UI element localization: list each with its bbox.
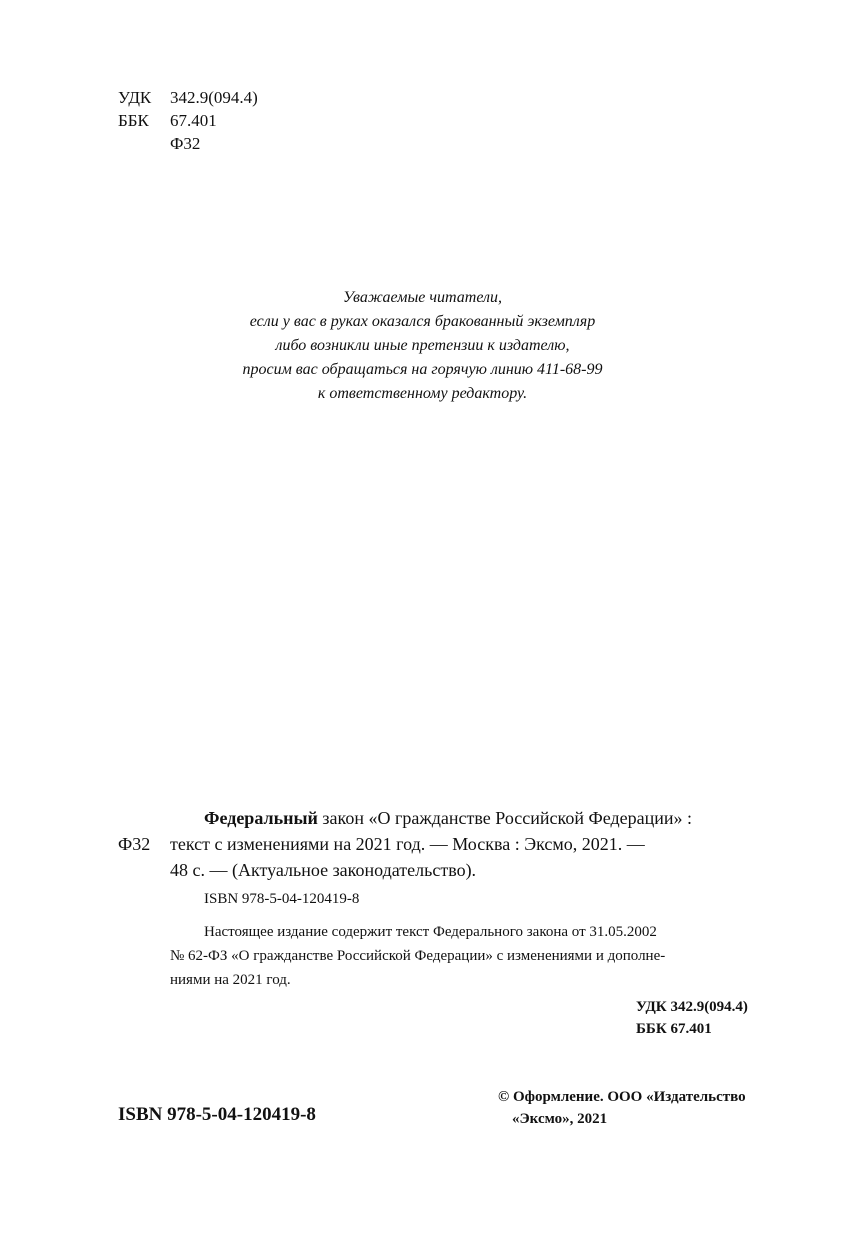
bbk-code-right: ББК 67.401: [636, 1021, 712, 1037]
bbk-row: [118, 109, 258, 132]
biblio-title-bold: Федеральный: [204, 808, 318, 828]
annotation: [170, 920, 768, 992]
author-mark-row: [118, 132, 258, 155]
reader-notice: [0, 286, 845, 406]
copyright-line: «Эксмо», 2021: [512, 1111, 608, 1127]
copyright-line: © Оформление. ООО «Издательство: [498, 1089, 746, 1105]
udk-value: 342.9(094.4): [170, 88, 258, 107]
biblio-title-rest: закон «О гражданстве Российской Федерации» :: [317, 808, 692, 828]
bbk-value: 67.401: [170, 111, 217, 130]
udk-row: [118, 86, 258, 109]
annotation-line: Настоящее издание содержит текст Федерального закона от 31.05.2002: [204, 924, 657, 940]
isbn-footer: ISBN 978-5-04-120419-8: [118, 1104, 316, 1125]
udk-code-right: УДК 342.9(094.4): [636, 999, 748, 1015]
notice-line: к ответственному редактору.: [317, 385, 528, 402]
classification-codes-right: [636, 996, 748, 1040]
biblio-line: текст с изменениями на 2021 год. — Москва : Эксмо, 2021. —: [170, 834, 645, 854]
copyright-notice: [498, 1086, 746, 1130]
annotation-line: № 62-ФЗ «О гражданстве Российской Федерации» с изменениями и дополне-: [170, 948, 666, 964]
annotation-line: ниями на 2021 год.: [170, 972, 291, 988]
notice-line: Уважаемые читатели,: [343, 289, 502, 306]
biblio-line: 48 с. — (Актуальное законодательство).: [170, 860, 477, 880]
biblio-title-line: [170, 805, 775, 831]
biblio-isbn: ISBN 978-5-04-120419-8: [204, 891, 360, 907]
udk-label: УДК: [118, 88, 152, 107]
author-mark: Ф32: [170, 134, 201, 153]
bibliographic-record: [118, 805, 775, 883]
notice-line: если у вас в руках оказался бракованный экземпляр: [249, 313, 596, 330]
classification-codes: [118, 86, 258, 155]
notice-line: просим вас обращаться на горячую линию 411-68-99: [242, 361, 603, 378]
notice-line: либо возникли иные претензии к издателю,: [275, 337, 570, 354]
bbk-label: ББК: [118, 111, 149, 130]
biblio-author-mark: Ф32: [118, 834, 151, 854]
